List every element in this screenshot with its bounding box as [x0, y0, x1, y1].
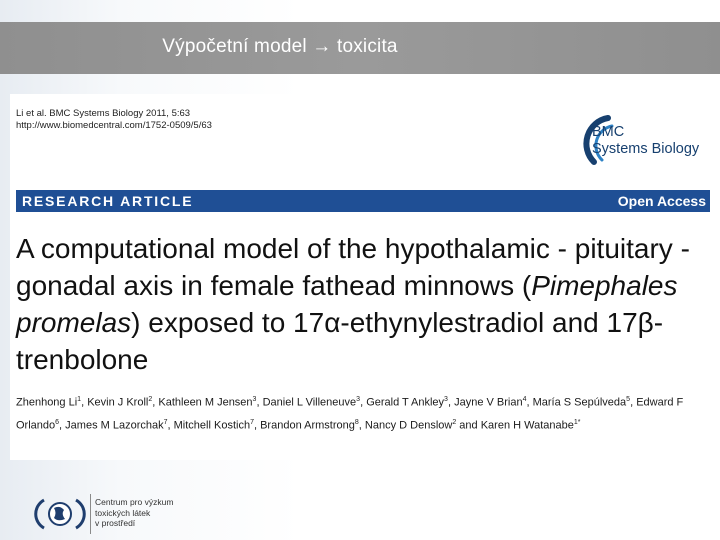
author-affiliation: 3 — [444, 396, 448, 403]
author-name: Mitchell Kostich — [173, 419, 251, 432]
org-name-line3: v prostředí — [95, 518, 136, 528]
author-separator: , — [447, 396, 455, 409]
article-title-species: Pimephales promelas — [16, 270, 678, 338]
author-separator: , — [59, 419, 66, 432]
author-affiliation: 5 — [626, 396, 631, 403]
author-affiliation: 2 — [148, 396, 153, 403]
section-label: RESEARCH ARTICLE — [22, 193, 194, 209]
citation-journal: Li et al. BMC Systems Biology 2011, 5:63 — [16, 108, 191, 119]
author-name: Kathleen M Jensen — [158, 396, 253, 409]
citation-url: http://www.biomedcentral.com/1752-0509/5/63 — [16, 120, 212, 131]
author-affiliation: 7 — [250, 418, 254, 426]
author-separator: , — [358, 419, 365, 432]
journal-logo-bmc: BMC — [592, 124, 625, 140]
author-separator: , — [253, 419, 261, 432]
author-affiliation: 2 — [452, 418, 457, 426]
author-list — [16, 390, 706, 435]
author-affiliation: 3 — [252, 396, 257, 403]
author-name: Edward F Orlando — [16, 396, 684, 432]
author-separator: , — [630, 396, 637, 409]
org-name-line1: Centrum pro výzkum — [95, 497, 174, 507]
author-name: James M Lazorchak — [65, 419, 164, 432]
journal-logo — [592, 124, 699, 158]
journal-logo-name: Systems Biology — [592, 141, 700, 157]
open-access-label: Open Access — [617, 193, 706, 209]
author-name: Kevin J Kroll — [87, 396, 149, 409]
author-separator: , — [81, 396, 88, 409]
author-name: María S Sepúlveda — [532, 396, 627, 409]
author-affiliation: 7 — [163, 418, 168, 426]
author-affiliation: 1 — [77, 396, 82, 403]
author-affiliation: 1* — [573, 418, 581, 426]
author-name: Gerald T Ankley — [366, 396, 445, 409]
research-article-bar — [16, 190, 710, 212]
author-affiliation: 6 — [55, 418, 60, 426]
author-separator: , — [167, 419, 174, 432]
article-title-part1: A computational model of the hypothalamic - pituitary - gonadal axis in female fathead minnows ( — [16, 233, 690, 301]
author-separator: , — [152, 396, 159, 409]
footer-divider — [90, 494, 91, 534]
citation — [16, 108, 212, 132]
organization-name — [95, 497, 173, 529]
article-title — [16, 230, 710, 378]
article-title-part2: ) exposed to 17α-ethynylestradiol and 17β-trenbolone — [16, 307, 664, 375]
paper-excerpt — [10, 94, 710, 460]
slide-title: Výpočetní model → toxicita — [162, 36, 398, 57]
org-name-line2: toxických látek — [95, 507, 151, 518]
author-name: Zhenhong Li — [16, 396, 78, 409]
author-affiliation: 3 — [356, 396, 361, 403]
author-name: Daniel L Villeneuve — [262, 396, 357, 409]
author-separator: , — [256, 396, 263, 409]
recetox-globe-icon — [34, 494, 86, 534]
author-name: Karen H Watanabe — [480, 419, 574, 432]
author-name: Jayne V Brian — [454, 396, 523, 409]
author-affiliation: 8 — [354, 418, 359, 426]
author-separator: , — [526, 396, 533, 409]
author-affiliation: 4 — [522, 396, 527, 403]
author-separator: and — [456, 419, 481, 432]
author-separator: , — [360, 396, 367, 409]
author-name: Nancy D Denslow — [364, 419, 453, 432]
author-name: Brandon Armstrong — [260, 419, 355, 432]
